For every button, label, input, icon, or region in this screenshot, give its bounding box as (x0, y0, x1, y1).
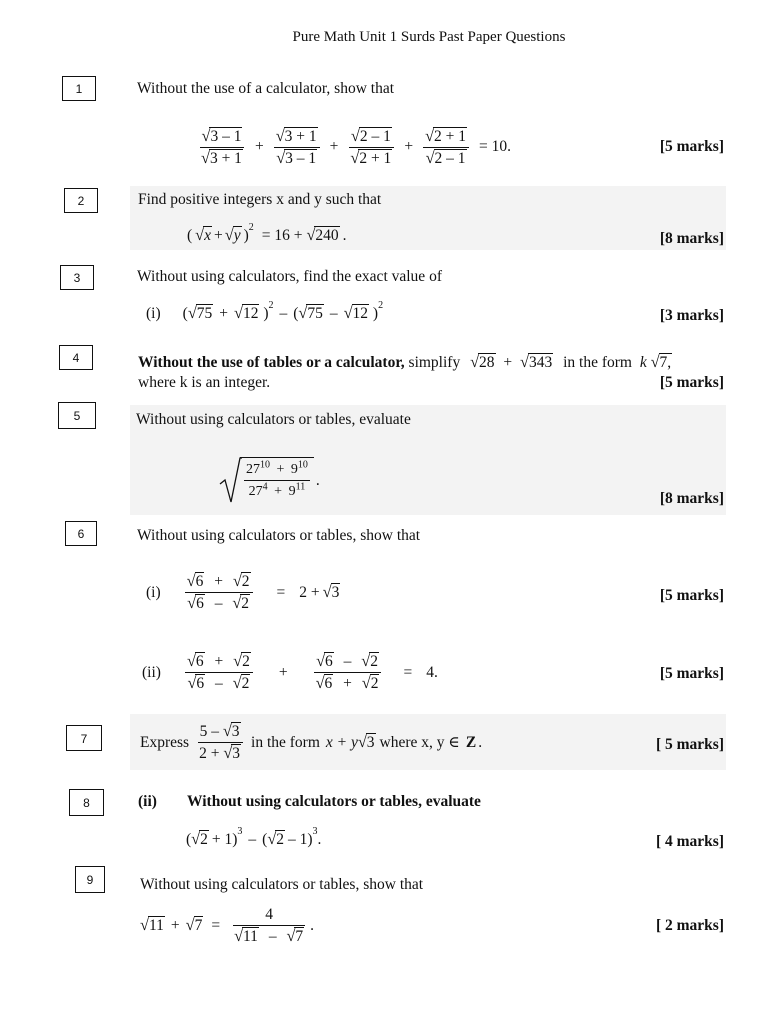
radical-sign (218, 456, 242, 506)
fraction: $\frac{√2 + 1}{√2 - 1}$ (423, 127, 469, 168)
q9-expression: √11 + √7 = $\frac{4}{√11 - √7}$ . (140, 906, 314, 945)
q2-expression: ( √x + √y ) $^2$ = 16 + √240 . (187, 221, 347, 244)
marks-label: [5 marks] (659, 587, 724, 604)
question-number-box: 5 (58, 402, 96, 429)
question-prompt: Without the use of tables or a calculator, simplify √28 + √343 in the form k √7, (138, 353, 672, 371)
question-prompt-line2: where k is an integer. (138, 374, 271, 391)
marks-label: [8 marks] (659, 490, 724, 507)
question-prompt: Without the use of a calculator, show that (137, 80, 395, 97)
q8-expression: ( √2 + 1) $^3$ – ( √2 – 1) $^3$ . (186, 825, 322, 848)
question-prompt: Without using calculators, find the exact value of (137, 268, 442, 285)
fraction: $\frac{√6 - √2}{√6 + √2}$ (314, 652, 382, 693)
q6-part-i: (i) $\frac{√6 + √2}{√6 - √2}$ = 2 + √3 (146, 572, 340, 612)
fraction: $\frac{√6 + √2}{√6 - √2}$ (185, 652, 253, 693)
question-number-box: 1 (62, 76, 96, 101)
q1-expression: $\frac{√3 - 1}{√3 + 1}$ + $\frac{√3 + 1}{√3 - 1}$ + $\frac{√2 - 1}{√2 + 1}$ + $\frac{√2 + 1}{√2 - 1}$ = 10. (201, 126, 511, 167)
marks-label: [ 4 marks] (655, 833, 724, 850)
question-number-box: 7 (66, 725, 102, 751)
question-prompt: Find positive integers x and y such that (138, 191, 382, 208)
marks-label: [ 5 marks] (655, 736, 724, 753)
question-number-box: 8 (69, 789, 104, 816)
q7-expression: Express $\frac{5 - √3}{2 + √3}$ in the form x + y √3 where x, y ∈ Z . (140, 722, 483, 762)
question-number-box: 3 (60, 265, 94, 290)
fraction: $\frac{5 - √3}{2 + √3}$ (197, 722, 243, 763)
q5-expression: $\frac{27^{10} + 9^{10}}{27^4 + 9^{11}}$ . (218, 456, 320, 506)
question-number-box: 6 (65, 521, 97, 546)
marks-label: [ 2 marks] (655, 917, 724, 934)
fraction: $\frac{4}{√11 - √7}$ (234, 906, 304, 945)
fraction: $\frac{√3 - 1}{√3 + 1}$ (199, 127, 245, 168)
q6-part-ii: (ii) $\frac{√6 + √2}{√6 - √2}$ + $\frac{√6 - √2}{√6 + √2}$ = 4. (142, 652, 438, 692)
q3-expression: (i) ( √75 + √12 ) $^2$ – ( √75 – √12 ) $^2$ (146, 299, 384, 322)
question-prompt: Without using calculators or tables, evaluate (187, 793, 481, 810)
fraction: $\frac{√2 - 1}{√2 + 1}$ (348, 127, 394, 168)
marks-label: [3 marks] (659, 307, 724, 324)
fraction: $\frac{√3 + 1}{√3 - 1}$ (274, 127, 320, 168)
fraction: $\frac{√6 + √2}{√6 - √2}$ (185, 572, 253, 613)
marks-label: [5 marks] (659, 374, 724, 391)
marks-label: [8 marks] (659, 230, 724, 247)
question-prompt: Without using calculators or tables, show that (140, 876, 424, 893)
question-number-box: 4 (59, 345, 93, 370)
question-part: (ii) (138, 793, 157, 810)
question-number-box: 9 (75, 866, 105, 893)
marks-label: [5 marks] (659, 138, 724, 155)
marks-label: [5 marks] (659, 665, 724, 682)
question-number-box: 2 (64, 188, 98, 213)
question-prompt: Without using calculators or tables, show that (137, 527, 421, 544)
question-prompt: Without using calculators or tables, evaluate (136, 411, 411, 428)
document-title: Pure Math Unit 1 Surds Past Paper Questions (292, 29, 566, 45)
